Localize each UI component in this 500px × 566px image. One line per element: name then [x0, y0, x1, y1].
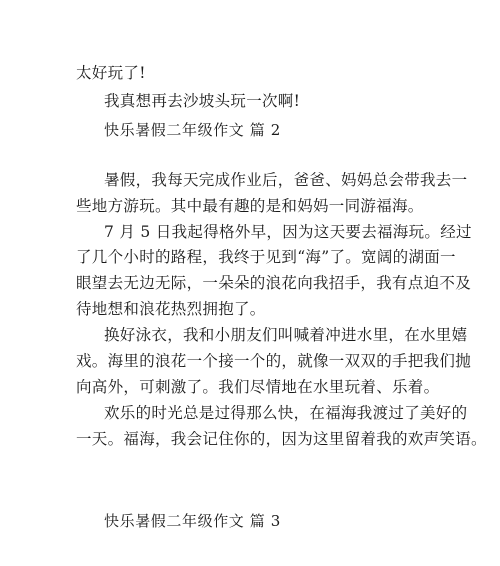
section-heading: 快乐暑假二年级作文 篇 3 [104, 512, 281, 530]
paragraph-line: 了几个小时的路程，我终于见到“海”了。宽阔的湖面一 [76, 248, 456, 266]
paragraph-line: 换好泳衣，我和小朋友们叫喊着冲进水里，在水里嬉 [104, 326, 468, 344]
paragraph-line: 我真想再去沙坡头玩一次啊! [104, 92, 301, 110]
paragraph-line: 些地方游玩。其中最有趣的是和妈妈一同游福海。 [76, 197, 424, 215]
paragraph-line: 眼望去无边无际，一朵朵的浪花向我招手，我有点迫不及 [76, 274, 472, 292]
section-heading: 快乐暑假二年级作文 篇 2 [104, 121, 281, 139]
paragraph-line: 向高外，可刺激了。我们尽情地在水里玩着、乐着。 [76, 378, 440, 396]
paragraph-line: 一天。福海，我会记住你的，因为这里留着我的欢声笑语。 [76, 430, 487, 448]
paragraph-line: 欢乐的时光总是过得那么快，在福海我渡过了美好的 [104, 404, 468, 422]
paragraph-line: 戏。海里的浪花一个接一个的，就像一双双的手把我们抛 [76, 352, 472, 370]
paragraph-line: 7 月 5 日我起得格外早，因为这天要去福海玩。经过 [104, 223, 472, 241]
paragraph-line: 待地想和浪花热烈拥抱了。 [76, 300, 266, 318]
paragraph-line: 太好玩了! [76, 64, 146, 82]
paragraph-line: 暑假，我每天完成作业后，爸爸、妈妈总会带我去一 [104, 171, 468, 189]
